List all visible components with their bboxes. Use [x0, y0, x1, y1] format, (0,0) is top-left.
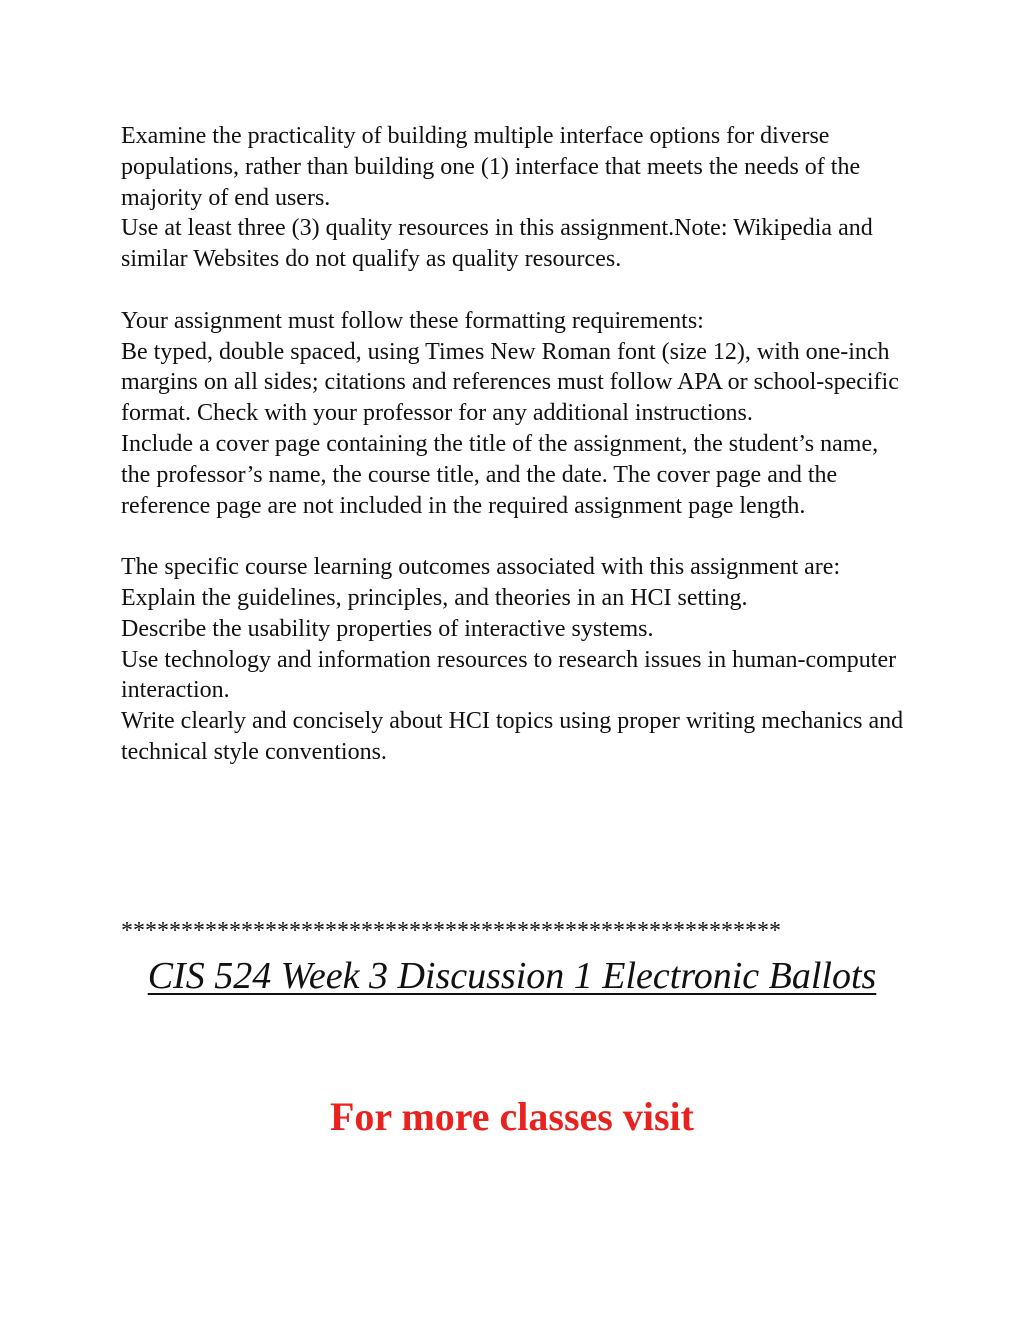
body-line: Use technology and information resources to research issues in human-computer interaction.: [121, 646, 897, 704]
more-classes-callout: For more classes visit: [329, 1094, 694, 1139]
body-line: Explain the guidelines, principles, and theories in an HCI setting.: [121, 584, 748, 611]
asterisk-separator: *******************************************************: [121, 918, 781, 944]
body-line: Your assignment must follow these formatting requirements:: [121, 307, 704, 334]
body-line: Use at least three (3) quality resources in this assignment.Note: Wikipedia and similar Websites do not qualify as quality resources.: [121, 215, 873, 273]
body-line: Examine the practicality of building multiple interface options for diverse populations, rather than building one (1) interface that meets the needs of the majority of end users.: [121, 123, 861, 211]
body-line: Write clearly and concisely about HCI topics using proper writing mechanics and technical style conventions.: [121, 708, 904, 765]
body-line: Describe the usability properties of interactive systems.: [121, 615, 654, 642]
course-heading: CIS 524 Week 3 Discussion 1 Electronic Ballots: [147, 955, 877, 997]
assignment-body: [121, 121, 911, 768]
paragraph-gap: [121, 275, 911, 306]
body-line: Be typed, double spaced, using Times New Roman font (size 12), with one-inch margins on all sides; citations and references must follow APA or school-specific format. Check with your professor for any additional instructions.: [121, 338, 899, 427]
paragraph-gap: [121, 521, 911, 552]
body-line: The specific course learning outcomes associated with this assignment are:: [121, 554, 841, 581]
body-line: Include a cover page containing the title of the assignment, the student’s name, the professor’s name, the course title, and the date. The cover page and the reference page are not included in the required assignment page length.: [121, 430, 879, 519]
